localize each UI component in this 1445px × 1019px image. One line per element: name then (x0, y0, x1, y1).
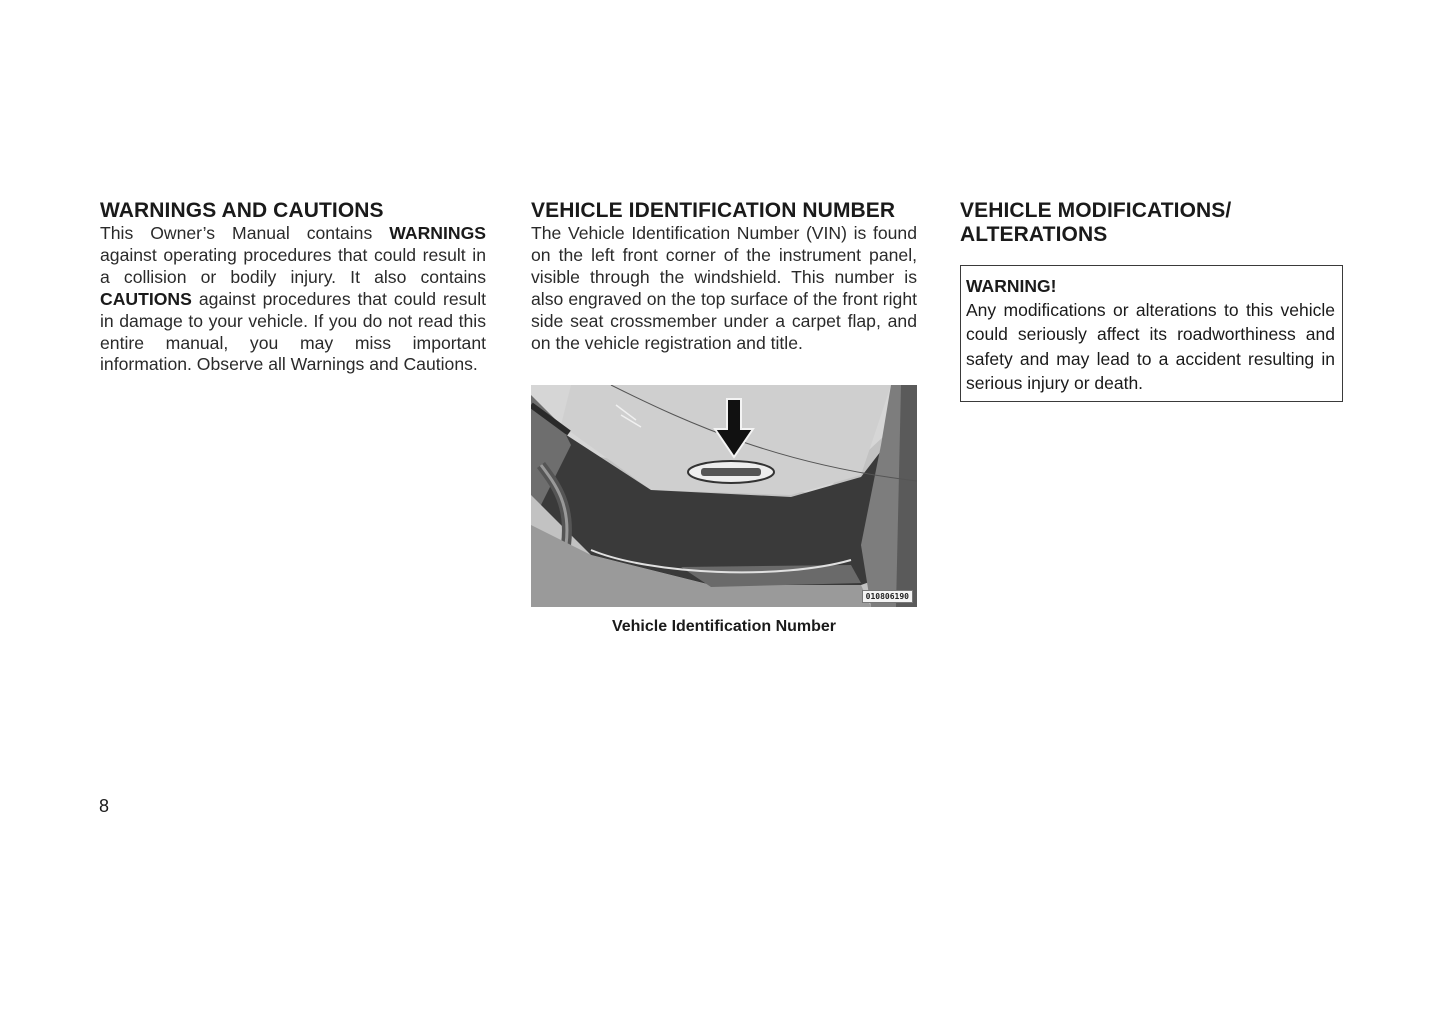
warning-title: WARNING! (966, 276, 1057, 296)
vin-heading: VEHICLE IDENTIFICATION NUMBER (531, 199, 896, 222)
warnings-bold-term: WARNINGS (389, 223, 486, 243)
modifications-heading: VEHICLE MODIFICATIONS/ ALTERATIONS (960, 199, 1232, 246)
page-number: 8 (99, 796, 110, 816)
warnings-section (100, 199, 486, 376)
vin-section (531, 199, 917, 635)
vin-illustration (531, 385, 917, 607)
warning-box (960, 265, 1343, 402)
figure-code-label: 010806190 (862, 590, 913, 603)
warnings-text-3: against procedures that could result in damage to your vehicle. If you do not read this entire manual, you may miss important information. Observe all Warnings and Cautions. (100, 288, 486, 375)
warnings-text-1: This Owner’s Manual contains (100, 223, 390, 243)
figure-caption: Vehicle Identification Number (611, 618, 837, 635)
warnings-heading: WARNINGS AND CAUTIONS (100, 199, 384, 222)
warnings-paragraph (100, 223, 486, 376)
warning-text: Any modifications or alterations to this vehicle could seriously affect its roadworthiness and safety and may lead to a accident resulting in serious injury or death. (966, 300, 1335, 393)
vin-paragraph: The Vehicle Identification Number (VIN) is found on the left front corner of the instrument panel, visible through the windshield. This number is also engraved on the top surface of the front right side seat crossmember under a carpet flap, and on the vehicle registration and title. (531, 223, 917, 353)
warnings-text-2: against operating procedures that could result in a collision or bodily injury. It also contains (100, 244, 486, 287)
modifications-section (960, 199, 1346, 393)
vin-figure (531, 385, 917, 607)
cautions-bold-term: CAUTIONS (100, 288, 192, 309)
